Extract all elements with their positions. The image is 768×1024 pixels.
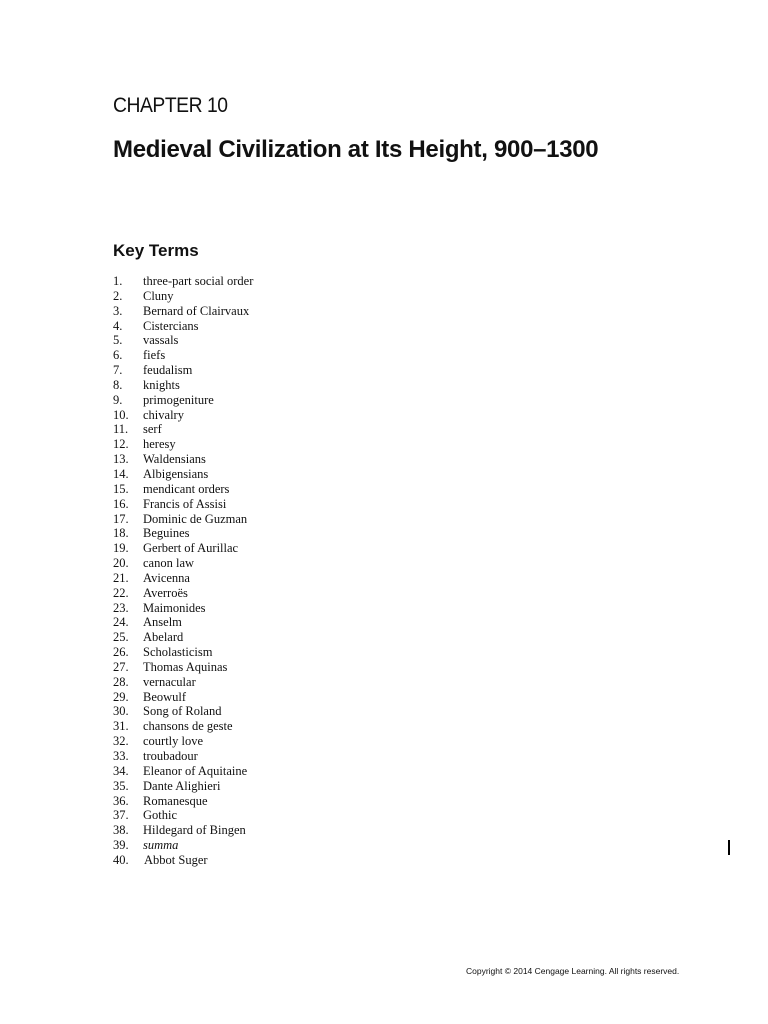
term-item [113,601,253,616]
term-item [113,452,253,467]
key-terms-heading: Key Terms [113,241,199,260]
term-item [113,541,253,556]
term-item [113,823,253,838]
term-item [113,512,253,527]
term-item [113,289,253,304]
term-text: Thomas Aquinas [143,659,228,674]
term-number: 7. [113,363,123,378]
term-number: 13. [113,452,129,467]
term-number: 24. [113,615,129,630]
term-number: 30. [113,704,129,719]
term-number: 3. [113,303,123,318]
chapter-label: CHAPTER 10 [113,94,228,117]
term-number: 16. [113,496,129,511]
term-number: 4. [113,318,123,333]
term-item [113,437,253,452]
term-item [113,838,253,853]
term-item [113,630,253,645]
term-text: three-part social order [143,274,254,288]
term-item [113,675,253,690]
term-text: Maimonides [143,600,206,615]
term-number: 39. [113,838,129,853]
term-item [113,586,253,601]
term-text: Gerbert of Aurillac [143,541,239,556]
term-item [113,571,253,586]
term-number: 5. [113,333,123,348]
term-number: 25. [113,630,129,645]
term-text: Avicenna [143,570,190,585]
term-text: chivalry [143,407,184,422]
term-item [113,393,253,408]
term-number: 17. [113,511,129,526]
term-item [113,645,253,660]
term-number: 14. [113,466,129,481]
text-cursor [728,840,730,855]
term-number: 15. [113,481,129,496]
term-item [113,808,253,823]
term-item [113,319,253,334]
term-text: heresy [143,437,176,452]
term-text: chansons de geste [143,719,233,734]
chapter-title: Medieval Civilization at Its Height, 900–1300 [113,136,599,163]
term-item [113,690,253,705]
term-number: 9. [113,392,123,407]
term-text: Waldensians [143,452,206,467]
term-text: Eleanor of Aquitaine [143,763,248,778]
term-item [113,482,253,497]
term-item [113,794,253,809]
term-number: 40. [113,852,129,867]
term-item [113,719,253,734]
term-number: 1. [113,274,123,288]
term-item [113,467,253,482]
term-text: Abelard [143,630,184,645]
term-text: canon law [143,556,195,571]
term-item [113,556,253,571]
key-terms-list [113,274,253,868]
term-number: 18. [113,526,129,541]
term-item [113,779,253,794]
term-text: summa [143,838,179,853]
term-text: Averroës [143,585,188,600]
term-number: 19. [113,541,129,556]
term-number: 21. [113,570,129,585]
term-text: Beguines [143,526,190,541]
term-number: 20. [113,556,129,571]
term-text: Romanesque [143,793,208,808]
term-number: 31. [113,719,129,734]
term-number: 10. [113,407,129,422]
term-text: primogeniture [143,392,214,407]
term-item [113,734,253,749]
term-number: 27. [113,659,129,674]
term-text: Beowulf [143,689,187,704]
term-item [113,333,253,348]
term-text: mendicant orders [143,481,230,496]
term-item [113,853,253,868]
term-item [113,422,253,437]
term-text: Dominic de Guzman [143,511,248,526]
term-text: Francis of Assisi [143,496,227,511]
term-text: knights [143,377,180,392]
term-number: 33. [113,749,129,763]
term-number: 29. [113,689,129,704]
term-number: 2. [113,288,123,303]
term-text: fiefs [143,348,166,363]
term-text: courtly love [143,734,204,749]
term-item [113,526,253,541]
term-number: 28. [113,674,129,689]
term-item [113,274,253,289]
term-number: 32. [113,734,129,749]
term-number: 38. [113,823,129,838]
term-number: 36. [113,793,129,808]
term-number: 6. [113,348,123,363]
term-text: Cistercians [143,318,199,333]
term-number: 23. [113,600,129,615]
term-number: 22. [113,585,129,600]
term-item [113,348,253,363]
term-item [113,408,253,423]
term-text: Gothic [143,808,178,823]
copyright-notice: Copyright © 2014 Cengage Learning. All rights reserved. [466,966,680,976]
term-text: Scholasticism [143,645,213,660]
term-number: 35. [113,778,129,793]
term-item [113,304,253,319]
term-text: vassals [143,333,179,348]
term-text: Dante Alighieri [143,778,221,793]
term-text: Anselm [143,615,182,630]
term-text: Bernard of Clairvaux [143,303,250,318]
term-item [113,363,253,378]
term-text: feudalism [143,363,193,378]
term-number: 34. [113,763,129,778]
term-number: 11. [113,422,129,437]
term-number: 26. [113,645,129,660]
term-item [113,378,253,393]
term-text: Song of Roland [143,704,222,719]
term-number: 37. [113,808,129,823]
term-item [113,764,253,779]
term-item [113,615,253,630]
term-item [113,704,253,719]
term-text: Hildegard of Bingen [143,823,246,838]
term-text: serf [143,422,162,437]
term-number: 8. [113,377,123,392]
term-text: Abbot Suger [144,852,208,867]
term-item [113,660,253,675]
term-text: vernacular [143,674,196,689]
term-number: 12. [113,437,129,452]
term-text: Albigensians [143,466,209,481]
term-item [113,497,253,512]
term-item [113,749,253,764]
term-text: Cluny [143,288,174,303]
term-text: troubadour [143,749,198,763]
